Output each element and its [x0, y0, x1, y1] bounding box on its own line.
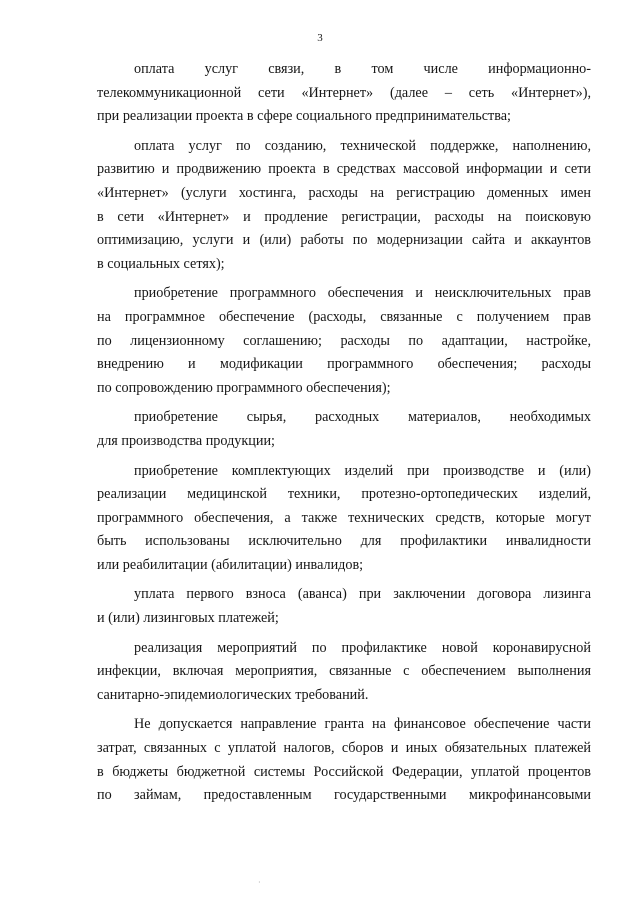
text-line: оплата услуг связи, в том числе информационно- [134, 61, 591, 77]
text-line: в социальных сетях); [97, 255, 225, 272]
text-line: в сети «Интернет» и продление регистрации, расходы на поисковую [97, 208, 591, 225]
text-line: затрат, связанных с уплатой налогов, сборов и иных обязательных платежей [97, 740, 591, 757]
text-line: телекоммуникационной сети «Интернет» (далее – сеть «Интернет»), [97, 84, 591, 101]
paragraph-software-acquisition [97, 282, 591, 400]
text-line: инфекции, включая мероприятия, связанные с обеспечением выполнения [97, 663, 591, 680]
text-line: или реабилитации (абилитации) инвалидов; [97, 556, 364, 573]
scan-mark: · [258, 878, 261, 887]
text-line: уплата первого взноса (аванса) при заключении договора лизинга [134, 586, 591, 603]
text-line: реализация мероприятий по профилактике новой коронавирусной [134, 639, 591, 656]
paragraph-covid-prevention [97, 637, 591, 708]
text-line: оплата услуг по созданию, технической поддержке, наполнению, [134, 137, 591, 154]
text-line: оптимизацию, услуги и (или) работы по модернизации сайта и аккаунтов [97, 232, 591, 249]
text-line: и (или) лизинговых платежей; [97, 610, 279, 627]
paragraph-components [97, 460, 591, 578]
text-line: на программное обеспечение (расходы, связанные с получением прав [97, 308, 591, 325]
text-line: программного обеспечения, а также технических средств, которые могут [97, 509, 591, 526]
paragraph-raw-materials [97, 406, 591, 453]
text-line: быть использованы исключительно для профилактики инвалидности [97, 533, 591, 550]
text-line: развитию и продвижению проекта в средствах массовой информации и сети [97, 161, 591, 178]
document-body [97, 58, 591, 814]
paragraph-project-promotion [97, 135, 591, 277]
text-line: «Интернет» (услуги хостинга, расходы на регистрацию доменных имен [97, 184, 591, 201]
text-line: санитарно-эпидемиологических требований. [97, 686, 369, 703]
paragraph-leasing [97, 583, 591, 630]
text-line: в бюджеты бюджетной системы Российской Федерации, уплатой процентов [97, 763, 591, 780]
paragraph-prohibited-expenses [97, 713, 591, 807]
page-number: 3 [317, 32, 323, 44]
text-line: приобретение сырья, расходных материалов, необходимых [134, 409, 591, 426]
text-line: по лицензионному соглашению; расходы по адаптации, настройке, [97, 332, 591, 349]
text-line: приобретение комплектующих изделий при производстве и (или) [134, 462, 591, 479]
text-line: по сопровождению программного обеспечения); [97, 379, 391, 396]
text-line: приобретение программного обеспечения и неисключительных прав [134, 285, 591, 302]
text-line: внедрению и модификации программного обеспечения; расходы [97, 356, 591, 373]
text-line: реализации медицинской техники, протезно-ортопедических изделий, [97, 486, 591, 503]
text-line: по займам, предоставленным государственными микрофинансовыми [97, 787, 591, 804]
text-line: при реализации проекта в сфере социального предпринимательства; [97, 108, 511, 125]
text-line: для производства продукции; [97, 432, 276, 449]
text-line: Не допускается направление гранта на финансовое обеспечение части [134, 716, 591, 733]
paragraph-communication-services [97, 58, 591, 129]
